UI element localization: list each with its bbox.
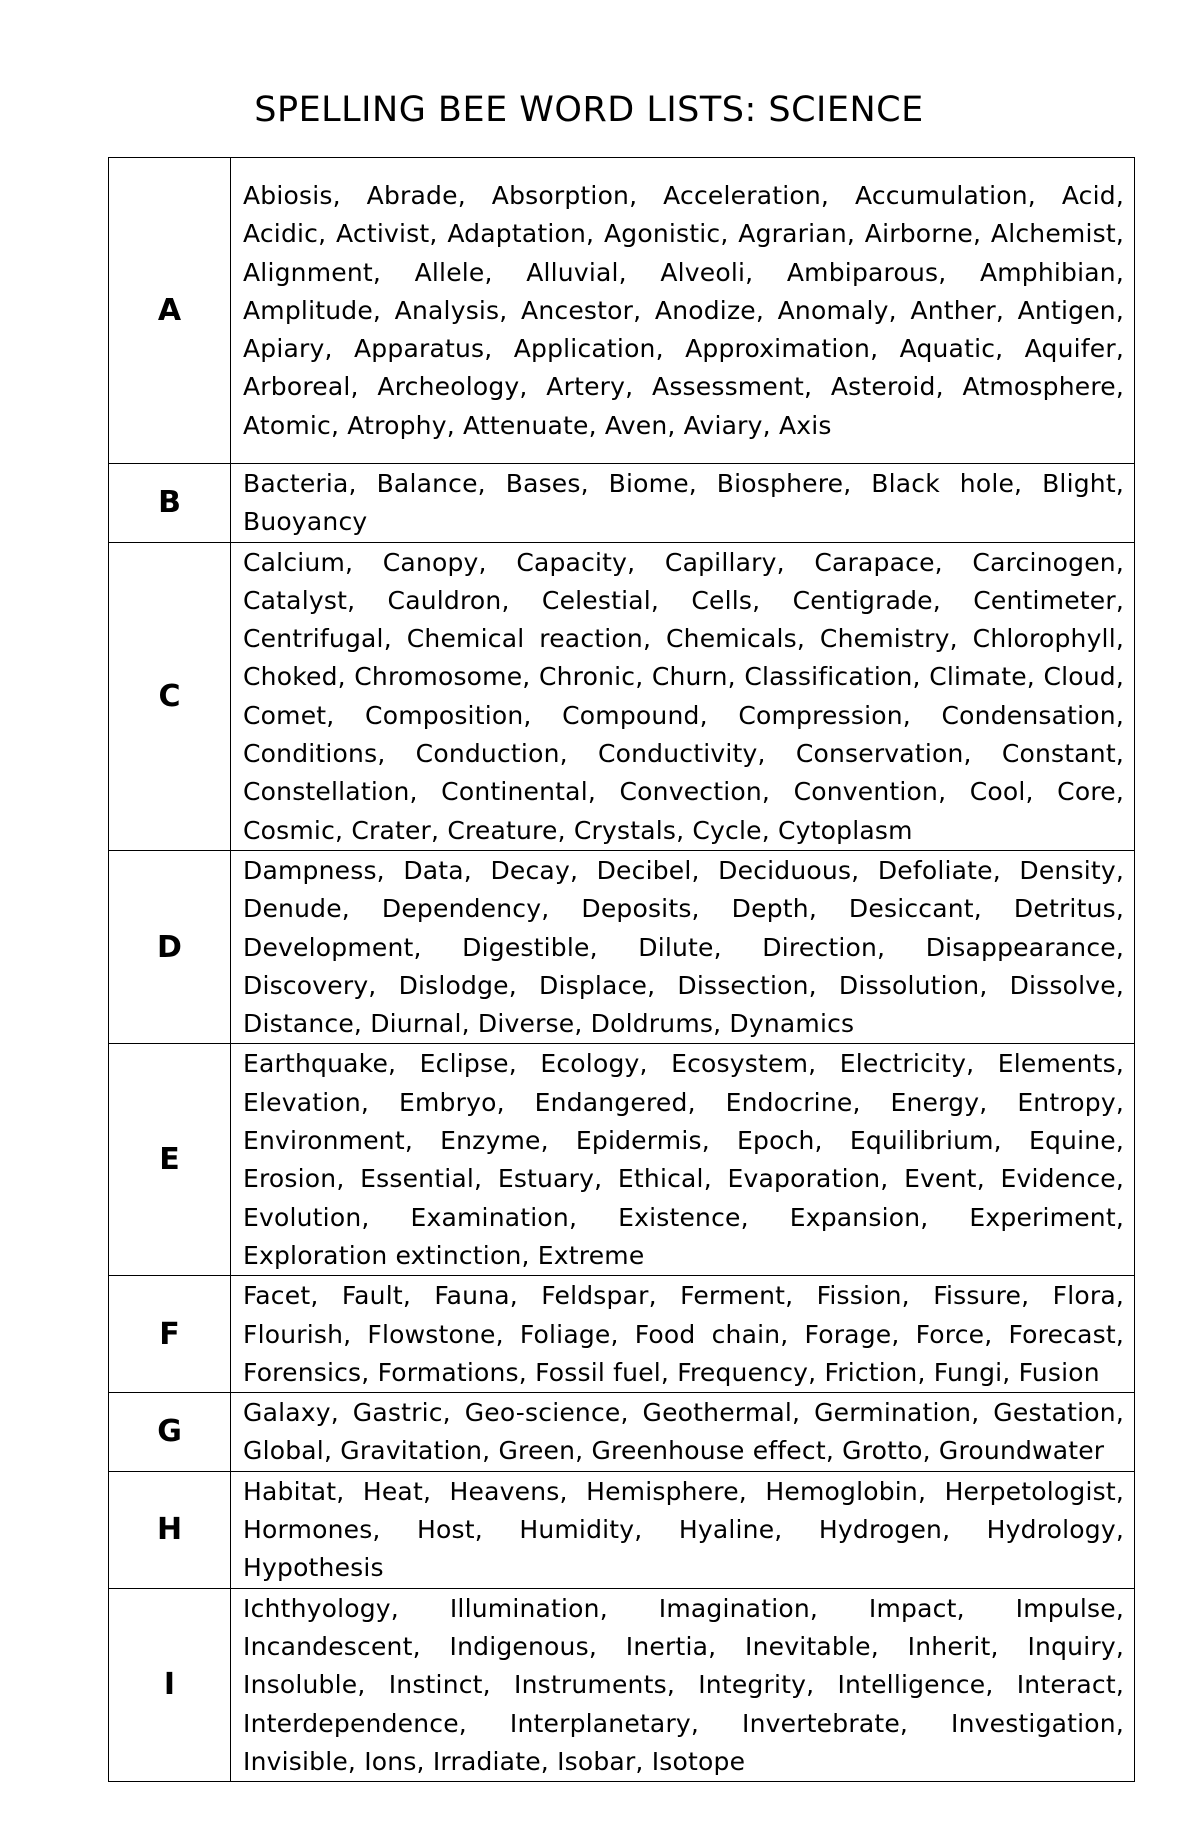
letter-cell-b: B	[109, 464, 231, 543]
letter-cell-c: C	[109, 542, 231, 850]
words-cell-d: Dampness, Data, Decay, Decibel, Deciduous, Defoliate, Density, Denude, Dependency, Deposits, Depth, Desiccant, Detritus, Development, Digestible, Dilute, Direction, Disappearance, Discovery, Dislodge, Displace, Dissection, Dissolution, Dissolve, Distance, Diurnal, Diverse, Doldrums, Dynamics	[231, 850, 1135, 1043]
table-row	[109, 1393, 1135, 1472]
words-cell-f: Facet, Fault, Fauna, Feldspar, Ferment, Fission, Fissure, Flora, Flourish, Flowstone, Foliage, Food chain, Forage, Force, Forecast, Forensics, Formations, Fossil fuel, Frequency, Friction, Fungi, Fusion	[231, 1276, 1135, 1393]
table-row	[109, 158, 1135, 464]
word-list-table	[108, 157, 1135, 1782]
words-cell-b: Bacteria, Balance, Bases, Biome, Biosphere, Black hole, Blight, Buoyancy	[231, 464, 1135, 543]
words-cell-h: Habitat, Heat, Heavens, Hemisphere, Hemoglobin, Herpetologist, Hormones, Host, Humidity, Hyaline, Hydrogen, Hydrology, Hypothesis	[231, 1471, 1135, 1588]
table-row	[109, 850, 1135, 1043]
letter-cell-a: A	[109, 158, 231, 464]
letter-cell-f: F	[109, 1276, 231, 1393]
table-row	[109, 1276, 1135, 1393]
letter-cell-e: E	[109, 1044, 231, 1276]
table-row	[109, 464, 1135, 543]
letter-cell-d: D	[109, 850, 231, 1043]
page-title: SPELLING BEE WORD LISTS: SCIENCE	[254, 90, 924, 130]
letter-cell-g: G	[109, 1393, 231, 1472]
words-cell-c: Calcium, Canopy, Capacity, Capillary, Carapace, Carcinogen, Catalyst, Cauldron, Celestial, Cells, Centigrade, Centimeter, Centrifugal, Chemical reaction, Chemicals, Chemistry, Chlorophyll, Choked, Chromosome, Chronic, Churn, Classification, Climate, Cloud, Comet, Composition, Compound, Compression, Condensation, Conditions, Conduction, Conductivity, Conservation, Constant, Constellation, Continental, Convection, Convention, Cool, Core, Cosmic, Crater, Creature, Crystals, Cycle, Cytoplasm	[231, 542, 1135, 850]
words-cell-i: Ichthyology, Illumination, Imagination, Impact, Impulse, Incandescent, Indigenous, Inertia, Inevitable, Inherit, Inquiry, Insoluble, Instinct, Instruments, Integrity, Intelligence, Interact, Interdependence, Interplanetary, Invertebrate, Investigation, Invisible, Ions, Irradiate, Isobar, Isotope	[231, 1588, 1135, 1781]
letter-cell-h: H	[109, 1471, 231, 1588]
table-row	[109, 1044, 1135, 1276]
letter-cell-i: I	[109, 1588, 231, 1781]
words-cell-g: Galaxy, Gastric, Geo-science, Geothermal, Germination, Gestation, Global, Gravitation, Green, Greenhouse effect, Grotto, Groundwater	[231, 1393, 1135, 1472]
table-row	[109, 1471, 1135, 1588]
table-row	[109, 542, 1135, 850]
table-row	[109, 1588, 1135, 1781]
words-cell-e: Earthquake, Eclipse, Ecology, Ecosystem, Electricity, Elements, Elevation, Embryo, Endangered, Endocrine, Energy, Entropy, Environment, Enzyme, Epidermis, Epoch, Equilibrium, Equine, Erosion, Essential, Estuary, Ethical, Evaporation, Event, Evidence, Evolution, Examination, Existence, Expansion, Experiment, Exploration extinction, Extreme	[231, 1044, 1135, 1276]
words-cell-a: Abiosis, Abrade, Absorption, Acceleration, Accumulation, Acid, Acidic, Activist, Adaptation, Agonistic, Agrarian, Airborne, Alchemist, Alignment, Allele, Alluvial, Alveoli, Ambiparous, Amphibian, Amplitude, Analysis, Ancestor, Anodize, Anomaly, Anther, Antigen, Apiary, Apparatus, Application, Approximation, Aquatic, Aquifer, Arboreal, Archeology, Artery, Assessment, Asteroid, Atmosphere, Atomic, Atrophy, Attenuate, Aven, Aviary, Axis	[231, 158, 1135, 464]
